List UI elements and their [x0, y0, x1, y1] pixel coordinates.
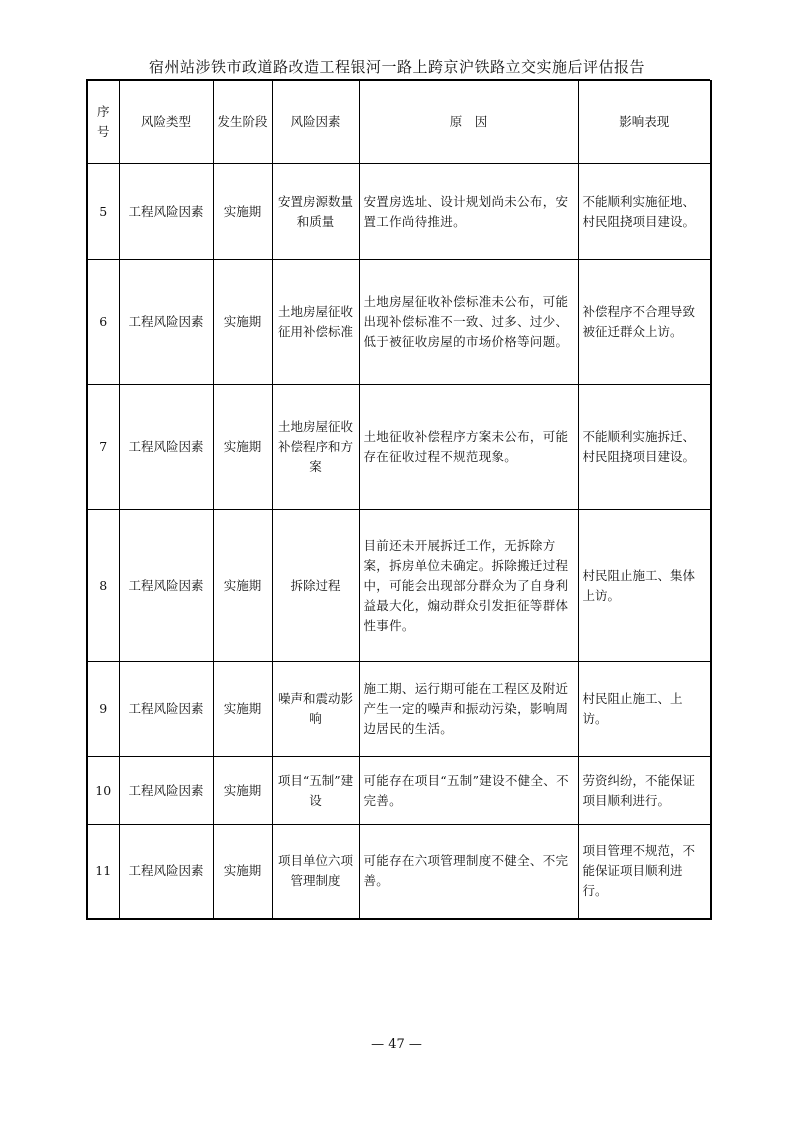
- cell-risk-type: 工程风险因素: [119, 825, 213, 919]
- table-row: [87, 757, 711, 825]
- cell-risk-type: 工程风险因素: [119, 757, 213, 825]
- cell-reason: 安置房选址、设计规划尚未公布，安置工作尚待推进。: [359, 164, 578, 260]
- cell-no: 10: [87, 757, 119, 825]
- cell-risk-factor: 项目“五制”建设: [272, 757, 359, 825]
- document-title: 宿州站涉铁市政道路改造工程银河一路上跨京沪铁路立交实施后评估报告: [148, 58, 645, 76]
- cell-stage: 实施期: [213, 662, 272, 757]
- table-row: [87, 385, 711, 510]
- cell-stage: 实施期: [213, 164, 272, 260]
- table-row: [87, 825, 711, 919]
- cell-no: 5: [87, 164, 119, 260]
- cell-risk-factor: 安置房源数量和质量: [272, 164, 359, 260]
- cell-stage: 实施期: [213, 385, 272, 510]
- header-impact: 影响表现: [578, 81, 711, 164]
- cell-stage: 实施期: [213, 825, 272, 919]
- cell-risk-type: 工程风险因素: [119, 260, 213, 385]
- cell-risk-type: 工程风险因素: [119, 385, 213, 510]
- cell-risk-type: 工程风险因素: [119, 510, 213, 662]
- cell-impact: 村民阻止施工、上访。: [578, 662, 711, 757]
- cell-impact: 劳资纠纷，不能保证项目顺利进行。: [578, 757, 711, 825]
- header-risk-factor: 风险因素: [272, 81, 359, 164]
- cell-reason: 可能存在六项管理制度不健全、不完善。: [359, 825, 578, 919]
- cell-risk-factor: 拆除过程: [272, 510, 359, 662]
- header-reason: 原 因: [359, 81, 578, 164]
- cell-stage: 实施期: [213, 510, 272, 662]
- page-number: — 47 —: [371, 1037, 422, 1052]
- table-header-row: [87, 81, 711, 164]
- table-row: [87, 510, 711, 662]
- cell-risk-factor: 项目单位六项管理制度: [272, 825, 359, 919]
- header-stage: 发生阶段: [213, 81, 272, 164]
- cell-stage: 实施期: [213, 757, 272, 825]
- cell-reason: 土地房屋征收补偿标准未公布，可能出现补偿标准不一致、过多、过少、低于被征收房屋的市场价格等问题。: [359, 260, 578, 385]
- header-no: 序号: [87, 81, 119, 164]
- cell-impact: 不能顺利实施拆迁、村民阻挠项目建设。: [578, 385, 711, 510]
- cell-impact: 村民阻止施工、集体上访。: [578, 510, 711, 662]
- cell-no: 11: [87, 825, 119, 919]
- cell-risk-factor: 噪声和震动影响: [272, 662, 359, 757]
- cell-no: 6: [87, 260, 119, 385]
- cell-impact: 不能顺利实施征地、村民阻挠项目建设。: [578, 164, 711, 260]
- risk-table: [86, 80, 712, 920]
- cell-reason: 可能存在项目“五制”建设不健全、不完善。: [359, 757, 578, 825]
- header-risk-type: 风险类型: [119, 81, 213, 164]
- cell-risk-factor: 土地房屋征收补偿程序和方案: [272, 385, 359, 510]
- table-row: [87, 662, 711, 757]
- cell-impact: 项目管理不规范，不能保证项目顺利进行。: [578, 825, 711, 919]
- cell-reason: 土地征收补偿程序方案未公布，可能存在征收过程不规范现象。: [359, 385, 578, 510]
- table-row: [87, 164, 711, 260]
- cell-no: 9: [87, 662, 119, 757]
- cell-risk-type: 工程风险因素: [119, 164, 213, 260]
- cell-reason: 目前还未开展拆迁工作，无拆除方案，拆房单位未确定。拆除搬迁过程中，可能会出现部分群众为了自身利益最大化，煽动群众引发拒征等群体性事件。: [359, 510, 578, 662]
- cell-impact: 补偿程序不合理导致被征迁群众上访。: [578, 260, 711, 385]
- cell-risk-factor: 土地房屋征收征用补偿标准: [272, 260, 359, 385]
- cell-risk-type: 工程风险因素: [119, 662, 213, 757]
- cell-reason: 施工期、运行期可能在工程区及附近产生一定的噪声和振动污染，影响周边居民的生活。: [359, 662, 578, 757]
- table-row: [87, 260, 711, 385]
- cell-no: 7: [87, 385, 119, 510]
- cell-stage: 实施期: [213, 260, 272, 385]
- cell-no: 8: [87, 510, 119, 662]
